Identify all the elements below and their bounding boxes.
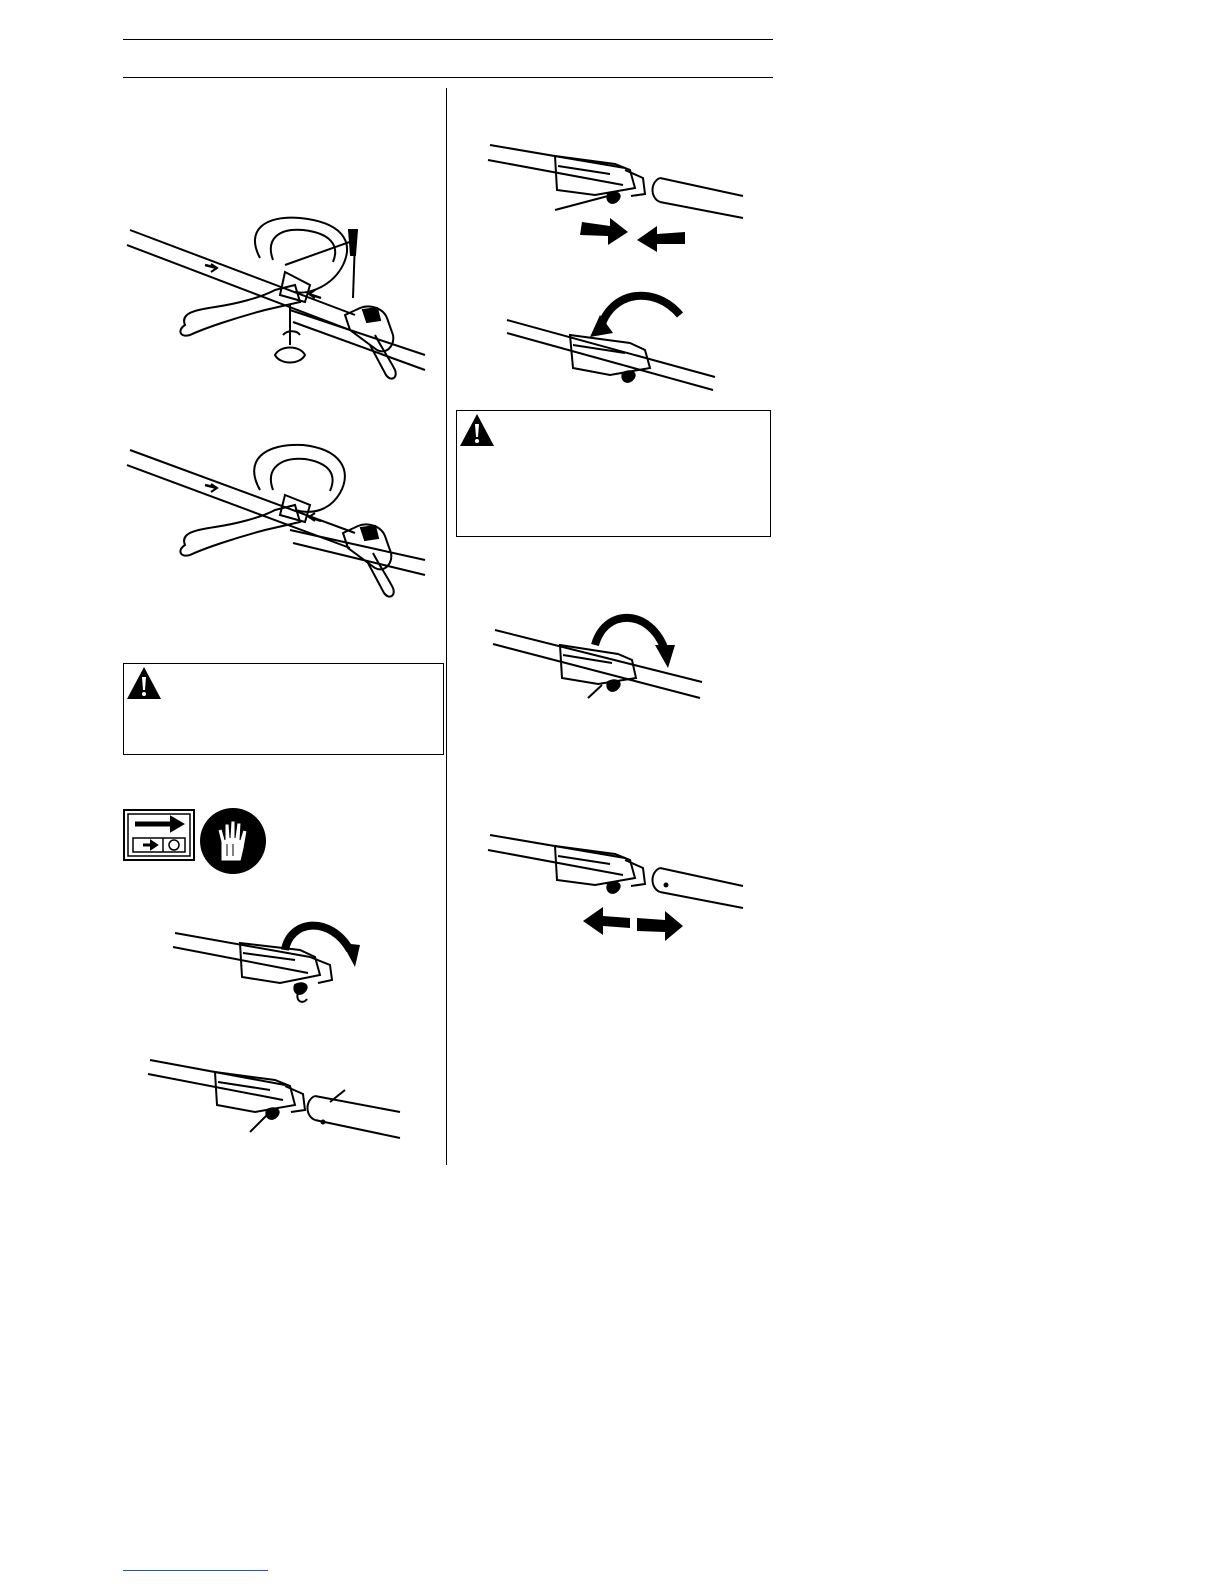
coupling-push-together-figure — [485, 140, 750, 255]
handle-attachment-exploded-figure — [125, 210, 435, 385]
column-divider — [446, 88, 447, 1165]
coupling-rotate-close-figure — [505, 285, 720, 395]
coupling-rotate-loosen-figure — [490, 610, 710, 710]
warning-triangle-icon — [459, 413, 495, 447]
header-rule-top — [123, 39, 773, 40]
warning-box-right — [456, 410, 771, 537]
coupling-with-shaft-figure — [145, 1050, 405, 1145]
warning-box-left — [123, 663, 444, 755]
safety-symbols — [123, 806, 273, 876]
coupling-rotate-open-figure — [170, 905, 370, 1015]
footer-link[interactable] — [123, 1570, 268, 1571]
handle-attached-figure — [125, 435, 435, 605]
warning-triangle-icon — [126, 666, 162, 700]
coupling-pull-apart-figure — [485, 825, 750, 950]
header-rule-bottom — [123, 77, 773, 78]
protective-gloves-icon — [200, 808, 266, 874]
stop-engine-symbol-icon — [124, 810, 194, 860]
